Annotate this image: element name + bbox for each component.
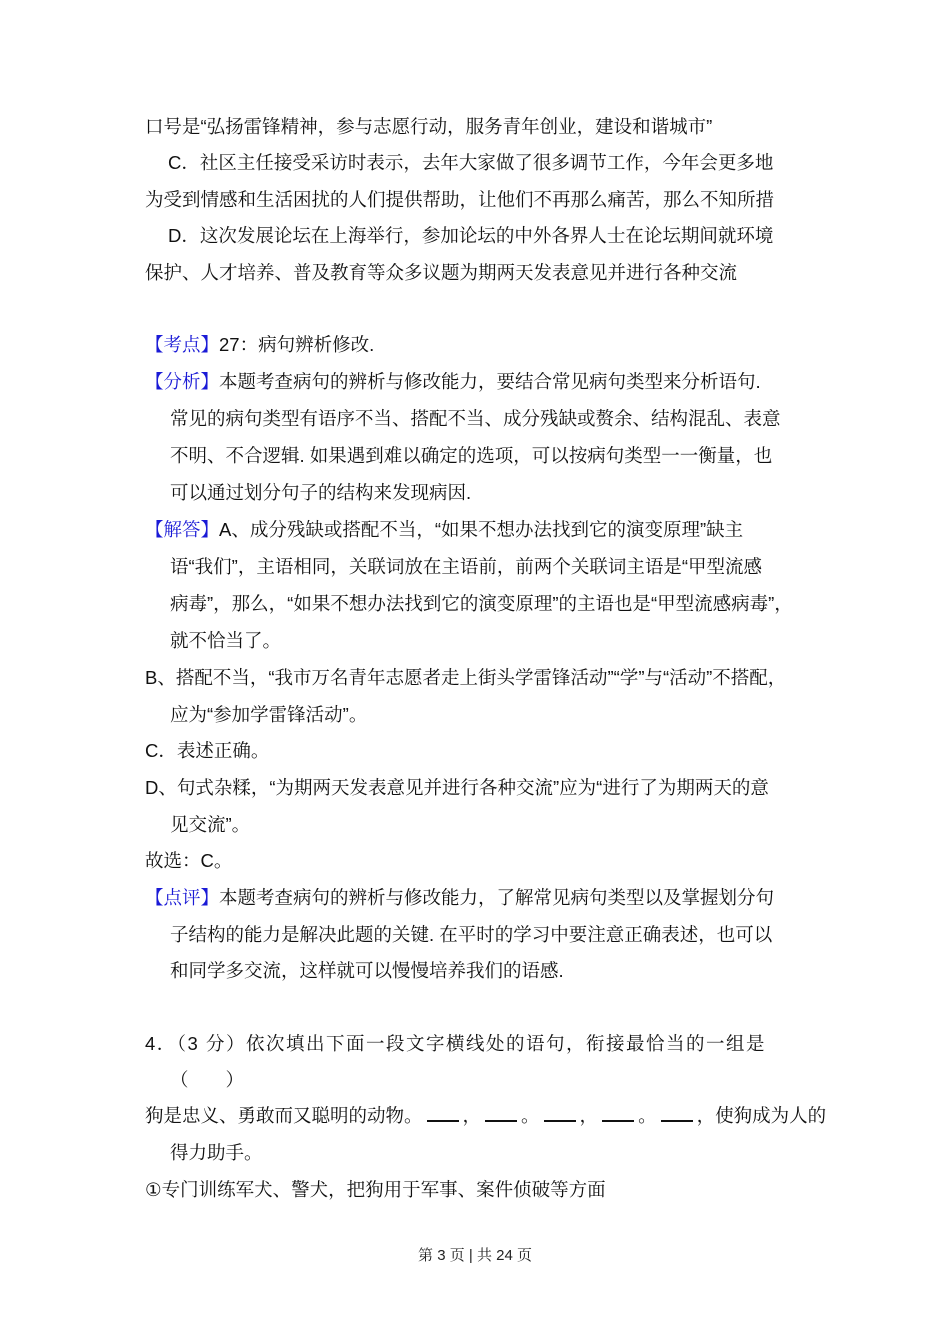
jieda-line: D、句式杂糅，“为期两天发表意见并进行各种交流”应为“进行了为期两天的意 bbox=[145, 777, 769, 798]
kaodian bbox=[145, 333, 374, 357]
fenxi-line: 不明、不合逻辑. 如果遇到难以确定的选项，可以按病句类型一一衡量，也 bbox=[170, 445, 773, 466]
jieda-line: 应为“参加学雷锋活动”。 bbox=[170, 704, 368, 725]
question4-answer-bracket: （ ） bbox=[170, 1069, 245, 1090]
option-d-line1: D．这次发展论坛在上海举行，参加论坛的中外各界人士在论坛期间就环境 bbox=[168, 225, 774, 246]
option-1: ①专门训练军犬、警犬，把狗用于军事、案件侦破等方面 bbox=[145, 1179, 606, 1200]
kaodian-label: 【考点】 bbox=[145, 334, 220, 355]
jieda-line: A、成分残缺或搭配不当，“如果不想办法找到它的演变原理”缺主 bbox=[219, 519, 744, 540]
jieda-line: B、搭配不当，“我市万名青年志愿者走上街头学雷锋活动”“学”与“活动”不搭配， bbox=[145, 667, 787, 688]
jieda-line: 就不恰当了。 bbox=[170, 630, 282, 651]
dianping-line: 本题考查病句的辨析与修改能力，了解常见病句类型以及掌握划分句 bbox=[219, 887, 775, 908]
punct: ， bbox=[462, 1105, 482, 1126]
passage-line2: 得力助手。 bbox=[170, 1142, 263, 1163]
passage-text: ，使狗成为人的 bbox=[696, 1105, 827, 1126]
dianping-label: 【点评】 bbox=[145, 887, 220, 908]
jieda-line: 语“我们”，主语相同，关联词放在主语前，前两个关联词主语是“甲型流感 bbox=[170, 556, 762, 577]
punct: 。 bbox=[638, 1105, 657, 1126]
kaodian-text: 27：病句辨析修改. bbox=[219, 334, 375, 355]
fill-blank bbox=[427, 1104, 459, 1122]
option-b-tail: 口号是“弘扬雷锋精神，参与志愿行动，服务青年创业，建设和谐城市” bbox=[145, 116, 713, 137]
option-c-line1: C．社区主任接受采访时表示，去年大家做了很多调节工作，今年会更多地 bbox=[168, 152, 774, 173]
jieda-line: 病毒”，那么，“如果不想办法找到它的演变原理”的主语也是“甲型流感病毒”， bbox=[170, 593, 793, 614]
question4-passage bbox=[145, 1104, 826, 1128]
fill-blank bbox=[661, 1104, 693, 1122]
jieda-line: C．表述正确。 bbox=[145, 740, 270, 761]
page-footer: 第 3 页 | 共 24 页 bbox=[418, 1247, 532, 1264]
passage-text: 狗是忠义、勇敢而又聪明的动物。 bbox=[145, 1105, 423, 1126]
fenxi-line: 常见的病句类型有语序不当、搭配不当、成分残缺或赘余、结构混乱、表意 bbox=[170, 408, 781, 429]
dianping-line: 子结构的能力是解决此题的关键. 在平时的学习中要注意正确表述，也可以 bbox=[170, 924, 773, 945]
fenxi-line: 可以通过划分句子的结构来发现病因. bbox=[170, 482, 472, 503]
fenxi-label: 【分析】 bbox=[145, 371, 220, 392]
option-c-line2: 为受到情感和生活困扰的人们提供帮助，让他们不再那么痛苦，那么不知所措 bbox=[145, 189, 775, 210]
jieda-label: 【解答】 bbox=[145, 519, 220, 540]
jieda-line: 见交流”。 bbox=[170, 814, 251, 835]
question4-stem: 4．（3 分）依次填出下面一段文字横线处的语句，衔接最恰当的一组是 bbox=[145, 1033, 766, 1054]
fill-blank bbox=[602, 1104, 634, 1122]
option-d-line2: 保护、人才培养、普及教育等众多议题为期两天发表意见并进行各种交流 bbox=[145, 262, 738, 283]
jieda-answer: 故选：C。 bbox=[145, 850, 233, 871]
fill-blank bbox=[544, 1104, 576, 1122]
dianping-line: 和同学多交流，这样就可以慢慢培养我们的语感. bbox=[170, 960, 564, 981]
fill-blank bbox=[485, 1104, 517, 1122]
punct: ， bbox=[579, 1105, 599, 1126]
fenxi-line: 本题考查病句的辨析与修改能力，要结合常见病句类型来分析语句. bbox=[219, 371, 761, 392]
punct: 。 bbox=[521, 1105, 540, 1126]
